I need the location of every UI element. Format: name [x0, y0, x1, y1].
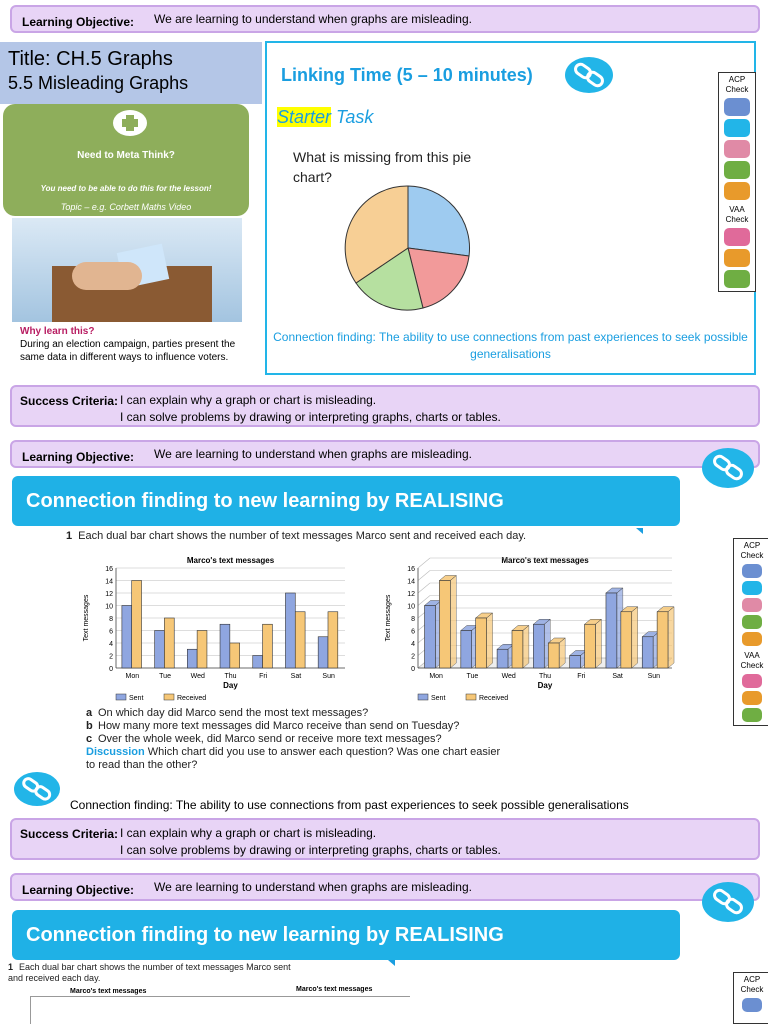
- lesson-title: [0, 42, 262, 104]
- mini-chart-title-1: Marco's text messages: [70, 988, 147, 995]
- lesson-title-line1: Title: CH.5 Graphs: [8, 48, 173, 70]
- learning-objective-bar: [10, 440, 760, 468]
- bar-received: [230, 643, 240, 668]
- x-axis-label: Day: [223, 681, 238, 690]
- bar-sent: [642, 637, 653, 668]
- x-tick-label: Sun: [322, 673, 335, 680]
- y-tick-label: 12: [105, 591, 113, 598]
- bar-side: [450, 576, 456, 669]
- y-tick-label: 2: [109, 653, 113, 661]
- legend-swatch: [466, 694, 476, 700]
- acp-check-label: ACP Check: [740, 975, 764, 994]
- legend-label: Received: [177, 695, 207, 702]
- legend-swatch: [164, 694, 174, 700]
- bar-received: [328, 612, 338, 668]
- y-tick-label: 4: [411, 641, 415, 648]
- bar-side: [559, 638, 565, 668]
- y-tick-label: 6: [411, 628, 415, 636]
- bar-received: [295, 612, 305, 668]
- success-criteria-line1: I can explain why a graph or chart is misleading.: [120, 826, 377, 840]
- realising-banner: Connection finding to new learning by REALISING: [12, 910, 680, 960]
- bar-received: [197, 631, 207, 669]
- y-tick-label: 8: [109, 616, 113, 623]
- x-tick-label: Mon: [429, 673, 443, 680]
- person-icon: [724, 228, 750, 246]
- bar-sent: [318, 637, 328, 668]
- question-intro: [66, 530, 666, 543]
- bar-received: [512, 631, 523, 669]
- linking-time-title: Linking Time (5 – 10 minutes): [281, 65, 533, 85]
- x-tick-label: Sat: [290, 673, 302, 680]
- link-icon: [742, 581, 762, 595]
- connection-finding-line: Connection finding: The ability to use connections from past experiences to seek possible generalisations: [70, 798, 629, 812]
- link-icon: [12, 770, 62, 808]
- success-criteria-label: Success Criteria:: [20, 827, 119, 841]
- chart-title: Marco's text messages: [501, 556, 589, 565]
- y-tick-label: 16: [407, 566, 415, 573]
- bar-sent: [253, 656, 263, 669]
- question-intro-text: Each dual bar chart shows the number of text messages Marco sent and received each day.: [78, 530, 527, 542]
- gridline: [418, 571, 430, 581]
- runner-icon: [724, 270, 750, 288]
- link-icon: [700, 446, 756, 490]
- chart-title: Marco's text messages: [186, 556, 275, 565]
- starter-task-heading: Starter Task: [277, 107, 374, 127]
- success-criteria-line1: I can explain why a graph or chart is misleading.: [120, 393, 377, 407]
- key-icon: [742, 998, 762, 1012]
- y-axis-label: Text messages: [83, 594, 90, 642]
- x-tick-label: Tue: [466, 673, 479, 680]
- mini-chart-title-2: Marco's text messages: [296, 986, 373, 993]
- x-tick-label: Thu: [538, 673, 552, 680]
- y-tick-label: 16: [105, 566, 113, 573]
- bar-sent: [155, 631, 165, 669]
- bar-received: [132, 581, 142, 669]
- brain-icon: [724, 140, 750, 158]
- meta-think-heading: Need to Meta Think?: [77, 150, 175, 161]
- meta-think-topic: Topic – e.g. Corbett Maths Video: [60, 202, 192, 212]
- why-title: Why learn this?: [20, 326, 95, 337]
- bar-sent: [497, 649, 508, 668]
- corner-mark: [636, 528, 643, 534]
- success-criteria-bar: [10, 818, 760, 860]
- x-tick-label: Sat: [612, 673, 623, 680]
- meta-think-card: [3, 104, 249, 216]
- legend-swatch: [116, 694, 126, 700]
- y-tick-label: 8: [411, 616, 415, 623]
- check-panel: [733, 972, 768, 1024]
- success-criteria-line2: I can solve problems by drawing or interpreting graphs, charts or tables.: [120, 843, 501, 857]
- bar-sent: [122, 606, 132, 669]
- x-tick-label: Fri: [259, 673, 268, 680]
- linking-connection-text: Connection finding: The ability to use connections from past experiences to seek possible generalisations: [273, 330, 748, 361]
- question-list: [86, 707, 506, 772]
- linking-time-box: [265, 41, 756, 375]
- link-icon: [563, 55, 615, 95]
- vaa-check-label: VAA Check: [725, 205, 749, 224]
- bar-received: [476, 618, 487, 668]
- key-icon: [742, 564, 762, 578]
- x-tick-label: Mon: [125, 673, 140, 680]
- learning-objective-bar: [10, 5, 760, 33]
- pie-chart: [343, 183, 473, 313]
- ballot-box-photo: [12, 218, 242, 322]
- x-tick-label: Sun: [647, 673, 661, 680]
- y-tick-label: 14: [407, 578, 415, 586]
- bar-side: [523, 626, 529, 669]
- person-icon: [742, 674, 762, 688]
- x-tick-label: Wed: [190, 673, 205, 680]
- learning-objective-text: We are learning to understand when graphs are misleading.: [154, 880, 472, 894]
- y-tick-label: 12: [407, 591, 415, 598]
- runner-icon: [742, 708, 762, 722]
- bar-received: [621, 612, 632, 668]
- legend-swatch: [418, 694, 428, 700]
- bar-sent: [285, 593, 295, 668]
- bar-sent: [220, 624, 230, 668]
- bar-sent: [570, 656, 581, 669]
- bar-received: [585, 624, 596, 668]
- acp-check-label: ACP Check: [725, 75, 749, 94]
- question-number: 1: [66, 530, 73, 542]
- bar-received: [439, 581, 450, 669]
- bar-side: [487, 613, 493, 668]
- question-intro: 1 Each dual bar chart shows the number of text messages Marco sent and received each day.: [8, 962, 291, 983]
- learning-objective-text: We are learning to understand when graphs are misleading.: [154, 12, 472, 26]
- magnifier-icon: [742, 632, 762, 646]
- heart-speech-icon: [724, 249, 750, 267]
- question-b: b How many more text messages did Marco receive than send on Tuesday?: [86, 720, 460, 732]
- plus-icon: [724, 161, 750, 179]
- y-tick-label: 10: [105, 603, 113, 611]
- plus-icon: [742, 615, 762, 629]
- bar-sent: [461, 631, 472, 669]
- learning-objective-label: Learning Objective:: [22, 450, 135, 464]
- learning-objective-bar: [10, 873, 760, 901]
- link-icon: [724, 119, 750, 137]
- learning-objective-label: Learning Objective:: [22, 15, 135, 29]
- meta-think-sub: You need to be able to do this for the lesson!: [40, 184, 212, 193]
- x-axis-label: Day: [537, 681, 553, 690]
- acp-check-label: ACP Check: [740, 541, 764, 560]
- legend-label: Sent: [431, 695, 446, 702]
- link-icon: [700, 880, 756, 924]
- legend-label: Sent: [129, 695, 144, 702]
- success-criteria-label: Success Criteria:: [20, 394, 119, 408]
- y-tick-label: 2: [411, 653, 415, 661]
- mini-chart-frame: [30, 996, 410, 1024]
- gridline: [418, 583, 430, 593]
- legend-label: Received: [479, 695, 509, 702]
- x-tick-label: Wed: [501, 673, 516, 680]
- y-tick-label: 4: [109, 641, 113, 648]
- success-criteria-line2: I can solve problems by drawing or interpreting graphs, charts or tables.: [120, 410, 501, 424]
- bar-received: [263, 624, 273, 668]
- pie-question: What is missing from this pie chart?: [293, 149, 472, 185]
- learning-objective-text: We are learning to understand when graphs are misleading.: [154, 447, 472, 461]
- y-tick-label: 6: [109, 628, 113, 636]
- y-tick-label: 0: [109, 666, 113, 673]
- brain-icon: [742, 598, 762, 612]
- realising-banner: Connection finding to new learning by REALISING: [12, 476, 680, 526]
- why-learn-this: [20, 325, 250, 364]
- bar-received: [548, 643, 559, 668]
- y-tick-label: 14: [105, 578, 113, 586]
- plus-icon: [113, 110, 147, 136]
- bar-sent: [533, 624, 544, 668]
- dual-bar-chart-flat: [78, 554, 353, 704]
- magnifier-icon: [724, 182, 750, 200]
- vaa-check-label: VAA Check: [740, 651, 764, 670]
- question-a: a On which day did Marco send the most text messages?: [86, 707, 369, 719]
- heart-speech-icon: [742, 691, 762, 705]
- bar-side: [668, 607, 674, 668]
- x-tick-label: Fri: [577, 673, 586, 680]
- question-c: c Over the whole week, did Marco send or receive more text messages?: [86, 733, 442, 745]
- learning-objective-label: Learning Objective:: [22, 883, 135, 897]
- bar-sent: [425, 606, 436, 669]
- key-icon: [724, 98, 750, 116]
- why-text: During an election campaign, parties present the same data in different ways to influence voters.: [20, 339, 236, 363]
- y-tick-label: 10: [407, 603, 415, 611]
- check-panel: [718, 72, 756, 292]
- success-criteria-bar: [10, 385, 760, 427]
- corner-mark: [388, 960, 395, 966]
- bar-sent: [187, 649, 197, 668]
- y-axis-label: Text messages: [385, 594, 392, 642]
- check-panel: [733, 538, 768, 726]
- bar-sent: [606, 593, 617, 668]
- bar-received: [164, 618, 174, 668]
- gridline: [418, 558, 430, 568]
- x-tick-label: Thu: [224, 673, 237, 680]
- x-tick-label: Tue: [159, 673, 171, 680]
- bar-received: [657, 612, 668, 668]
- bar-side: [632, 607, 638, 668]
- bar-side: [595, 619, 601, 668]
- dual-bar-chart-3d: [380, 554, 680, 704]
- lesson-title-line2: 5.5 Misleading Graphs: [8, 73, 189, 93]
- y-tick-label: 0: [411, 666, 415, 673]
- discussion: Discussion Which chart did you use to answer each question? Was one chart easier to read than the other?: [86, 746, 501, 771]
